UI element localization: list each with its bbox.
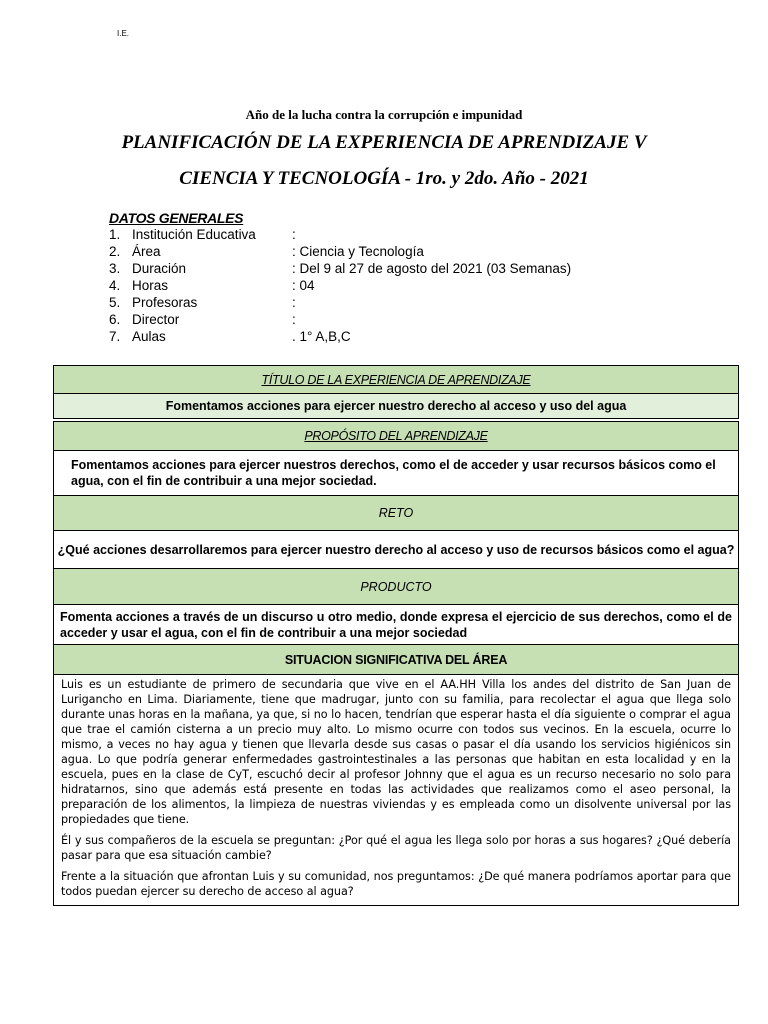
datos-row-director: [109, 311, 709, 328]
row-value: : Ciencia y Tecnología: [292, 244, 424, 259]
row-number: 7.: [109, 329, 121, 344]
datos-row-horas: [109, 277, 709, 294]
situacion-header: SITUACION SIGNIFICATIVA DEL ÁREA: [54, 645, 739, 675]
row-number: 5.: [109, 295, 121, 310]
row-label: Aulas: [132, 329, 166, 344]
page-subtitle: CIENCIA Y TECNOLOGÍA - 1ro. y 2do. Año - 2021: [179, 168, 589, 189]
row-value: : 04: [292, 278, 315, 293]
row-label: Director: [132, 312, 180, 327]
row-value: :: [292, 227, 296, 242]
datos-row-duracion: [109, 260, 709, 277]
row-label: Área: [132, 244, 161, 259]
row-number: 1.: [109, 227, 121, 242]
datos-row-aulas: [109, 328, 709, 345]
row-value: : Del 9 al 27 de agosto del 2021 (03 Semanas): [292, 261, 572, 276]
row-label: Duración: [132, 261, 187, 276]
main-table: [53, 421, 739, 906]
producto-value: Fomenta acciones a través de un discurso u otro medio, donde expresa el ejercicio de sus derechos, como el de acceder y usar el agua, con el fin de contribuir a una mejor sociedad: [54, 605, 739, 645]
situacion-body: [54, 675, 739, 906]
row-value: :: [292, 312, 296, 327]
datos-row-institucion: [109, 226, 709, 243]
row-label: Horas: [132, 278, 169, 293]
institution-label: I.E.: [117, 29, 130, 38]
datos-row-profesoras: [109, 294, 709, 311]
row-value: :: [292, 295, 296, 310]
row-number: 2.: [109, 244, 121, 259]
proposito-header: PROPÓSITO DEL APRENDIZAJE: [54, 422, 739, 451]
datos-row-area: [109, 243, 709, 260]
row-number: 4.: [109, 278, 121, 293]
titulo-value: Fomentamos acciones para ejercer nuestro derecho al acceso y uso del agua: [54, 394, 739, 419]
titulo-table: [53, 365, 739, 419]
reto-header: RETO: [54, 496, 739, 531]
row-number: 3.: [109, 261, 121, 276]
row-label: Profesoras: [132, 295, 198, 310]
producto-header: PRODUCTO: [54, 569, 739, 605]
situacion-paragraph: Él y sus compañeros de la escuela se preguntan: ¿Por qué el agua les llega solo por horas a sus hogares? ¿Qué debería pasar para que esa situación cambie?: [61, 834, 731, 862]
page-title: PLANIFICACIÓN DE LA EXPERIENCIA DE APRENDIZAJE V: [121, 132, 647, 153]
datos-generales-list: [109, 226, 709, 345]
year-motto: Año de la lucha contra la corrupción e impunidad: [245, 107, 523, 122]
titulo-header: TÍTULO DE LA EXPERIENCIA DE APRENDIZAJE: [54, 366, 739, 394]
situacion-paragraph: Frente a la situación que afrontan Luis y su comunidad, nos preguntamos: ¿De qué manera podríamos aportar para que todos puedan ejercer su derecho de acceso al agua?: [61, 870, 731, 898]
row-number: 6.: [109, 312, 121, 327]
planning-tables: [53, 365, 739, 906]
row-value: . 1° A,B,C: [292, 329, 351, 344]
reto-value: ¿Qué acciones desarrollaremos para ejercer nuestro derecho al acceso y uso de recursos básicos como el agua?: [54, 531, 739, 569]
datos-generales-heading: DATOS GENERALES: [109, 210, 244, 226]
proposito-value: Fomentamos acciones para ejercer nuestros derechos, como el de acceder y usar recursos básicos como el agua, con el fin de contribuir a una mejor sociedad.: [54, 451, 739, 496]
situacion-paragraph: Luis es un estudiante de primero de secundaria que vive en el AA.HH Villa los andes del distrito de San Juan de Lurigancho en Lima. Diariamente, tiene que madrugar, junto con su familia, para recolectar el agua que llega solo durante unas horas en la mañana, ya que, si no lo hacen, tendrían que esperar hasta el día siguiente o comprar el agua que trae el camión cisterna a un precio muy alto. Lo mismo ocurre con todos sus vecinos. En la escuela, ocurre lo mismo, a veces no hay agua y tienen que llevarla desde sus casas o pasar el día usando los servicios higiénicos sin agua. Lo que podría generar enfermedades gastrointestinales a las personas que habitan en esta localidad y en la escuela, pues en la clase de CyT, escuchó decir al profesor Johnny que el agua es un recurso necesario no solo para hidratarnos, sino que además está presente en todas las actividades que realizamos como el aseo personal, la preparación de los alimentos, la limpieza de nuestras viviendas y es empleada como un disolvente universal por las propiedades que tiene.: [61, 678, 731, 826]
row-label: Institución Educativa: [132, 227, 256, 242]
